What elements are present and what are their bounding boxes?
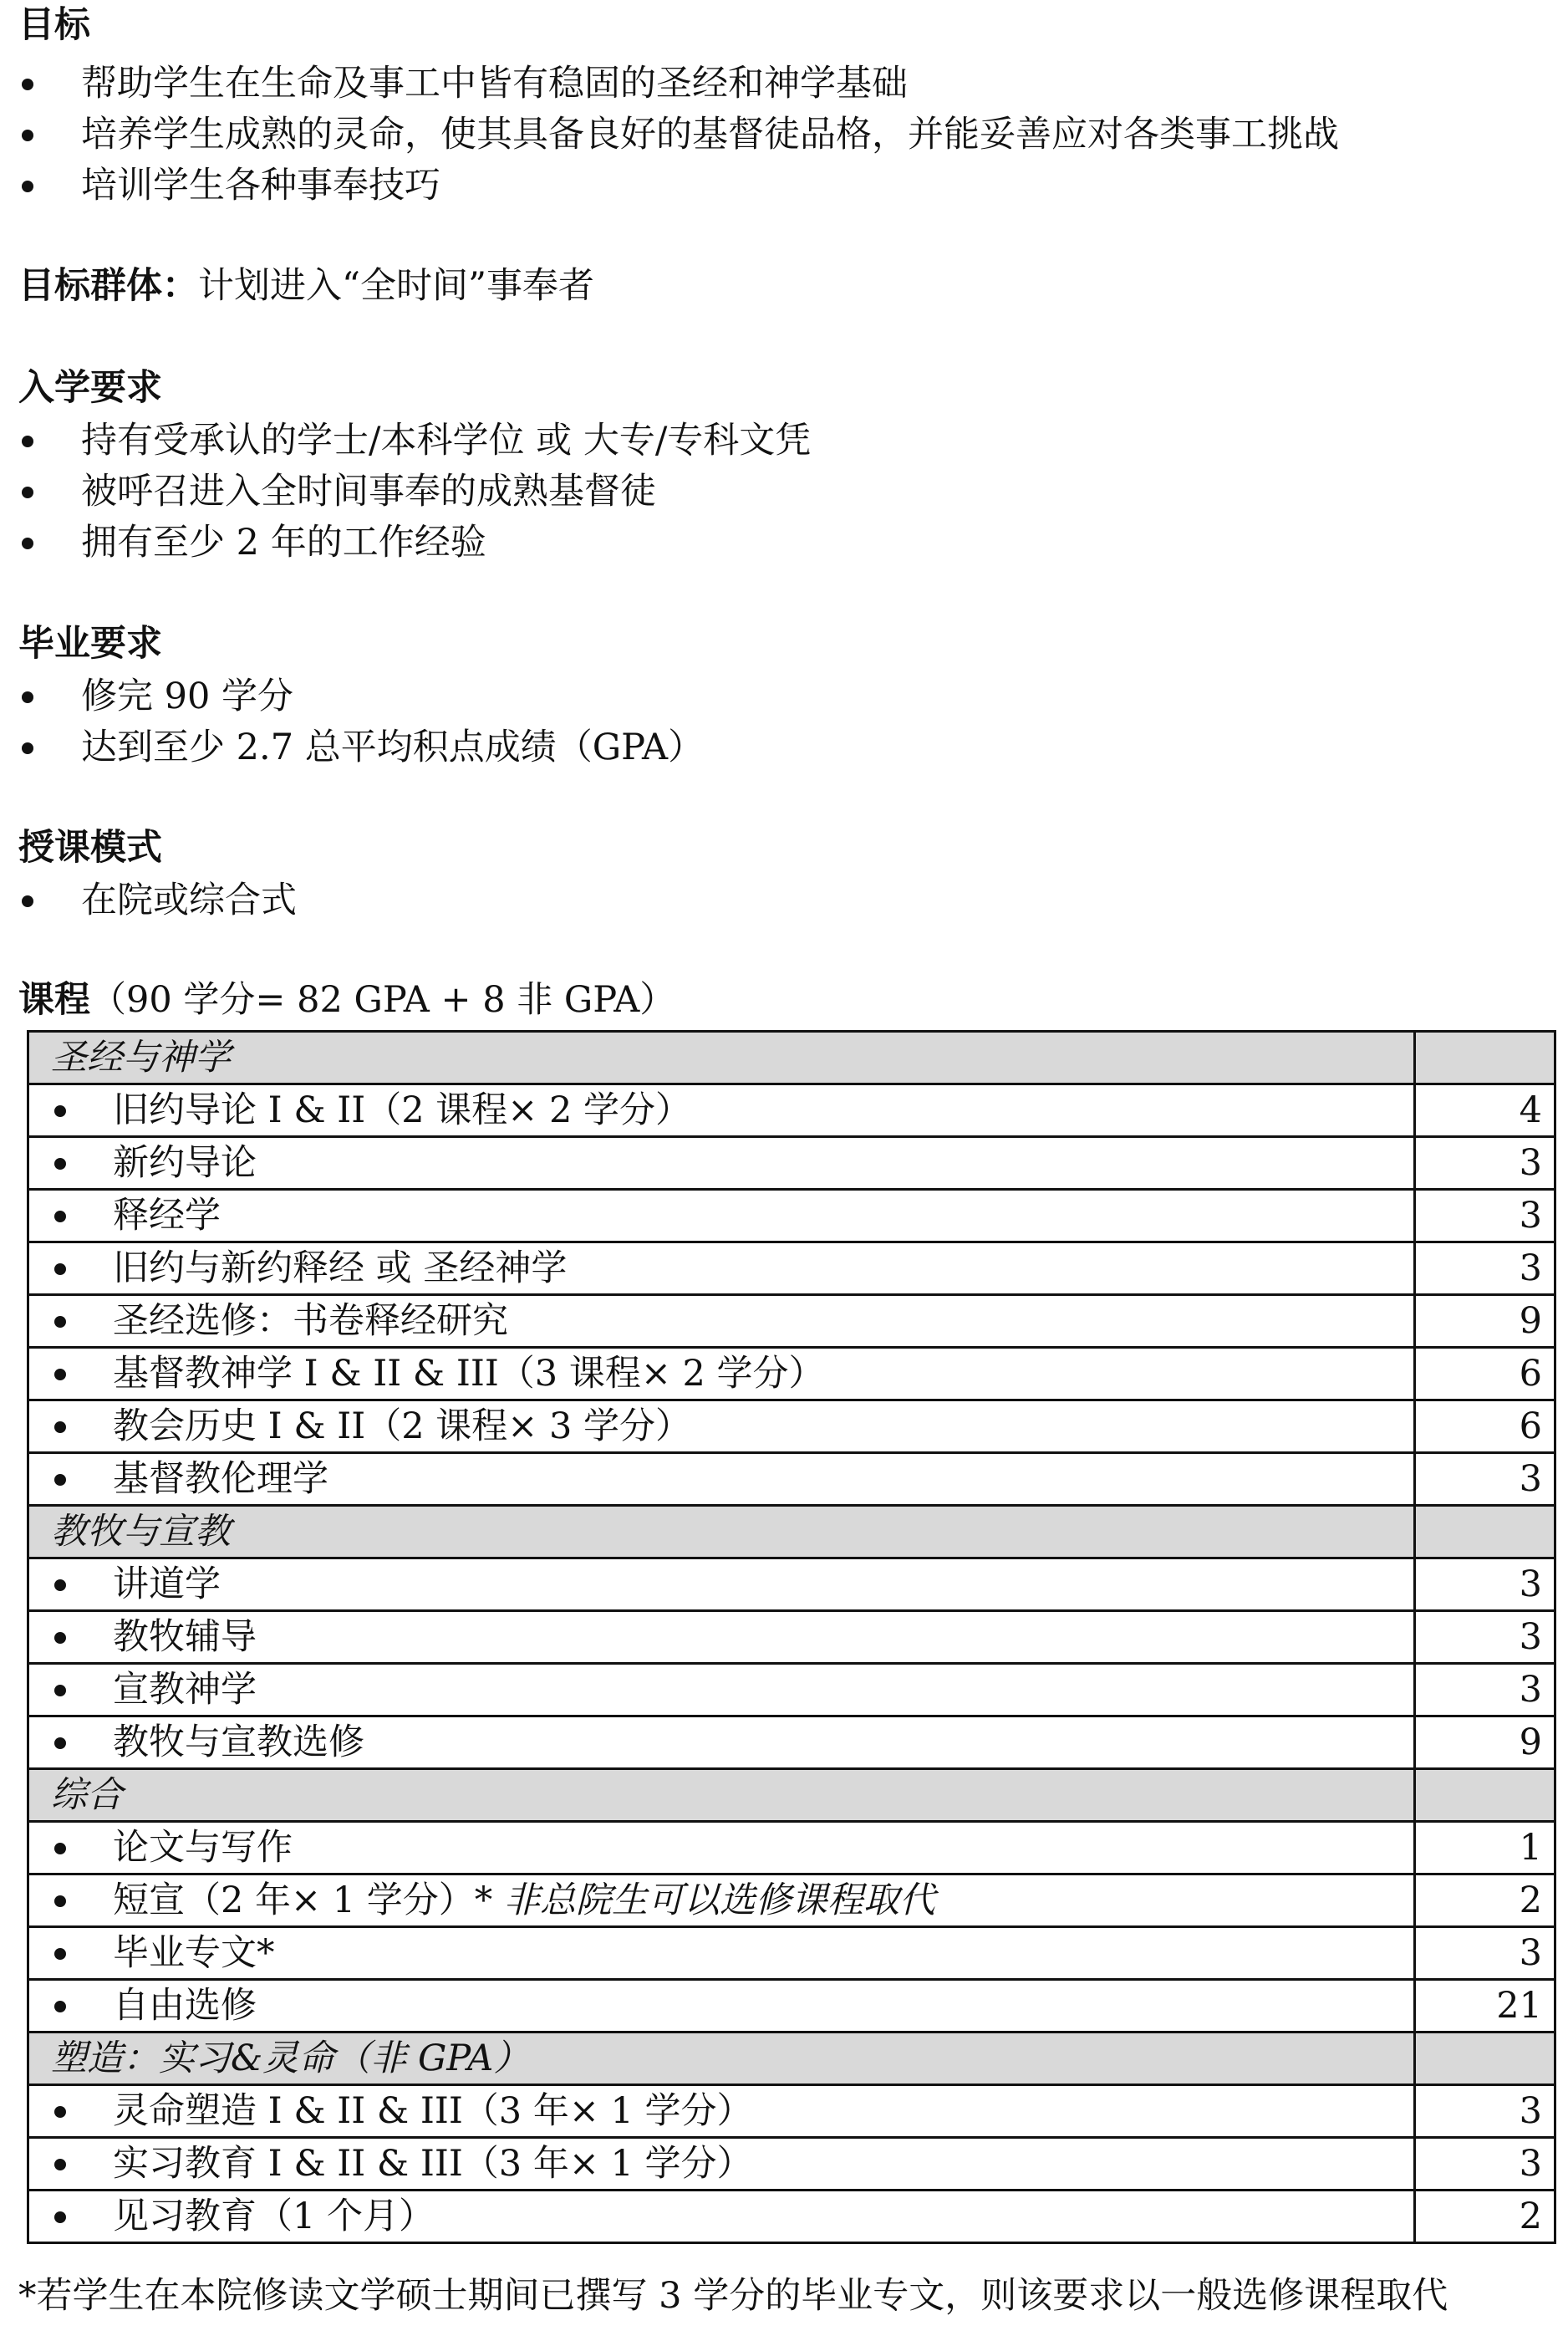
- column-divider: [1413, 1085, 1416, 1135]
- category-row: [27, 1030, 1556, 1085]
- course-row: [27, 2191, 1556, 2244]
- course-title: 旧约导论 I & II（2 课程× 2 学分）: [113, 1089, 691, 1131]
- bullet-icon: [22, 130, 33, 141]
- course-title: 基督教神学 I & II & III（3 课程× 2 学分）: [113, 1353, 825, 1395]
- bullet-icon: [54, 2159, 66, 2170]
- target-group-label: 目标群体：: [18, 265, 198, 307]
- bullet-icon: [22, 691, 33, 703]
- column-divider: [1413, 1665, 1416, 1715]
- column-divider: [1413, 1507, 1416, 1557]
- course-row: [27, 1349, 1556, 1401]
- course-credits: 6: [1519, 1353, 1542, 1395]
- objective-text: 培训学生各种事奉技巧: [81, 165, 440, 207]
- bullet-icon: [54, 1263, 66, 1275]
- category-row: [27, 1770, 1556, 1823]
- course-title: 教牧辅导: [113, 1616, 257, 1658]
- course-name: [113, 1559, 221, 1609]
- course-credits: 3: [1519, 1458, 1542, 1500]
- course-row: [27, 2139, 1556, 2191]
- course-row: [27, 1875, 1556, 1928]
- column-divider: [1413, 1401, 1416, 1451]
- bullet-icon: [54, 1948, 66, 1960]
- graduation-text: 达到至少 2.7 总平均积点成绩（GPA）: [81, 727, 705, 768]
- column-divider: [1413, 2086, 1416, 2136]
- column-divider: [1413, 1296, 1416, 1346]
- course-credits: 4: [1519, 1089, 1542, 1131]
- column-divider: [1413, 1033, 1416, 1083]
- course-title: 讲道学: [113, 1563, 221, 1605]
- bullet-icon: [54, 1211, 66, 1222]
- bullet-icon: [54, 1105, 66, 1117]
- course-name: [113, 1243, 567, 1293]
- category-name: 塑造：实习&灵命（非 GPA）: [51, 2038, 530, 2079]
- course-credits: 9: [1519, 1300, 1542, 1342]
- course-row: [27, 1928, 1556, 1981]
- course-row: [27, 1191, 1556, 1243]
- course-title: 基督教伦理学: [113, 1458, 328, 1500]
- course-credits: 2: [1519, 2196, 1542, 2237]
- course-row: [27, 1401, 1556, 1454]
- column-divider: [1413, 1349, 1416, 1399]
- column-divider: [1413, 1191, 1416, 1241]
- course-title: 实习教育 I & II & III（3 年× 1 学分）: [113, 2143, 753, 2185]
- course-row: [27, 1138, 1556, 1191]
- course-row: [27, 1296, 1556, 1349]
- column-divider: [1413, 1823, 1416, 1873]
- course-title: 教牧与宣教选修: [113, 1721, 364, 1763]
- course-row: [27, 1085, 1556, 1138]
- bullet-icon: [22, 79, 33, 90]
- bullet-icon: [54, 2106, 66, 2118]
- course-title: 见习教育（1 个月）: [113, 2196, 435, 2237]
- column-divider: [1413, 1875, 1416, 1925]
- column-divider: [1413, 2033, 1416, 2084]
- course-note: * 非总院生可以选修课程取代: [474, 1880, 935, 1921]
- curriculum-heading: [18, 977, 675, 1023]
- course-row: [27, 1612, 1556, 1665]
- course-name: [113, 1665, 257, 1715]
- bullet-icon: [54, 2211, 66, 2223]
- course-name: [113, 1875, 935, 1925]
- course-name: [113, 1296, 508, 1346]
- course-title: 自由选修: [113, 1985, 257, 2027]
- admission-heading: 入学要求: [18, 367, 162, 409]
- category-name: 圣经与神学: [51, 1037, 231, 1079]
- course-title: 释经学: [113, 1195, 221, 1237]
- bullet-icon: [54, 1685, 66, 1696]
- category-row: [27, 1507, 1556, 1559]
- graduation-text: 修完 90 学分: [81, 676, 294, 717]
- target-group-line: [18, 263, 594, 309]
- course-title: 圣经选修：书卷释经研究: [113, 1300, 508, 1342]
- bullet-icon: [54, 1737, 66, 1749]
- bullet-icon: [54, 1158, 66, 1170]
- bullet-icon: [54, 1369, 66, 1380]
- course-title: 短宣（2 年× 1 学分）: [113, 1880, 475, 1921]
- course-credits: 3: [1519, 1669, 1542, 1711]
- mode-heading: 授课模式: [18, 827, 162, 869]
- course-row: [27, 1454, 1556, 1507]
- course-credits: 3: [1519, 1563, 1542, 1605]
- bullet-icon: [22, 436, 33, 447]
- course-title: 毕业专文*: [113, 1932, 275, 1974]
- category-row: [27, 2033, 1556, 2086]
- bullet-icon: [54, 1421, 66, 1433]
- course-name: [113, 1454, 328, 1504]
- course-credits: 3: [1519, 1195, 1542, 1237]
- column-divider: [1413, 2191, 1416, 2242]
- bullet-icon: [22, 538, 33, 549]
- course-name: [113, 1085, 691, 1135]
- course-name: [113, 1349, 825, 1399]
- course-credits: 3: [1519, 1932, 1542, 1974]
- course-credits: 3: [1519, 2090, 1542, 2132]
- course-row: [27, 1665, 1556, 1717]
- course-row: [27, 1823, 1556, 1875]
- course-row: [27, 1981, 1556, 2033]
- course-name: [113, 2191, 435, 2242]
- column-divider: [1413, 1981, 1416, 2031]
- bullet-icon: [22, 895, 33, 907]
- course-credits: 3: [1519, 1616, 1542, 1658]
- course-row: [27, 1717, 1556, 1770]
- bullet-icon: [22, 181, 33, 192]
- course-name: [113, 1928, 275, 1978]
- course-credits: 21: [1496, 1985, 1542, 2027]
- column-divider: [1413, 1770, 1416, 1820]
- course-credits: 9: [1519, 1721, 1542, 1763]
- course-credits: 2: [1519, 1880, 1542, 1921]
- column-divider: [1413, 1454, 1416, 1504]
- course-name: [113, 1717, 364, 1767]
- course-name: [113, 1191, 221, 1241]
- course-name: [113, 1981, 257, 2031]
- target-group-text: 计划进入“全时间”事奉者: [198, 265, 594, 307]
- bullet-icon: [22, 487, 33, 498]
- course-row: [27, 2086, 1556, 2139]
- course-name: [113, 1823, 293, 1873]
- course-name: [113, 2086, 753, 2136]
- bullet-icon: [22, 742, 33, 754]
- course-credits: 3: [1519, 2143, 1542, 2185]
- course-title: 灵命塑造 I & II & III（3 年× 1 学分）: [113, 2090, 753, 2132]
- column-divider: [1413, 1243, 1416, 1293]
- course-row: [27, 1559, 1556, 1612]
- bullet-icon: [54, 1632, 66, 1644]
- course-credits: 6: [1519, 1405, 1542, 1447]
- curriculum-table: [27, 1030, 1556, 2244]
- admission-text: 被呼召进入全时间事奉的成熟基督徒: [81, 471, 656, 513]
- course-title: 宣教神学: [113, 1669, 257, 1711]
- curriculum-label: 课程: [18, 979, 90, 1021]
- admission-text: 持有受承认的学士/本科学位 或 大专/专科文凭: [81, 420, 812, 462]
- column-divider: [1413, 1928, 1416, 1978]
- category-name: 综合: [51, 1774, 123, 1816]
- footnote: *若学生在本院修读文学硕士期间已撰写 3 学分的毕业专文，则该要求以一般选修课程取代: [18, 2275, 1448, 2317]
- curriculum-summary: （90 学分= 82 GPA + 8 非 GPA）: [90, 979, 676, 1021]
- course-title: 论文与写作: [113, 1827, 293, 1869]
- graduation-heading: 毕业要求: [18, 623, 162, 665]
- bullet-icon: [54, 1474, 66, 1486]
- column-divider: [1413, 2139, 1416, 2189]
- course-credits: 3: [1519, 1142, 1542, 1184]
- column-divider: [1413, 1559, 1416, 1609]
- objective-text: 培养学生成熟的灵命，使其具备良好的基督徒品格，并能妥善应对各类事工挑战: [81, 114, 1339, 156]
- bullet-icon: [54, 1316, 66, 1328]
- category-name: 教牧与宣教: [51, 1511, 231, 1553]
- course-credits: 3: [1519, 1247, 1542, 1289]
- objectives-heading: 目标: [18, 4, 90, 46]
- course-title: 旧约与新约释经 或 圣经神学: [113, 1247, 568, 1289]
- bullet-icon: [54, 1843, 66, 1854]
- admission-text: 拥有至少 2 年的工作经验: [81, 522, 486, 564]
- course-name: [113, 2139, 753, 2189]
- column-divider: [1413, 1138, 1416, 1188]
- mode-text: 在院或综合式: [81, 880, 297, 921]
- objective-text: 帮助学生在生命及事工中皆有稳固的圣经和神学基础: [81, 63, 908, 105]
- course-row: [27, 1243, 1556, 1296]
- bullet-icon: [54, 1579, 66, 1591]
- course-name: [113, 1612, 257, 1662]
- bullet-icon: [54, 1895, 66, 1907]
- course-title: 教会历史 I & II（2 课程× 3 学分）: [113, 1405, 691, 1447]
- column-divider: [1413, 1612, 1416, 1662]
- column-divider: [1413, 1717, 1416, 1767]
- course-name: [113, 1401, 691, 1451]
- bullet-icon: [54, 2001, 66, 2012]
- course-name: [113, 1138, 257, 1188]
- course-credits: 1: [1519, 1827, 1542, 1869]
- course-title: 新约导论: [113, 1142, 257, 1184]
